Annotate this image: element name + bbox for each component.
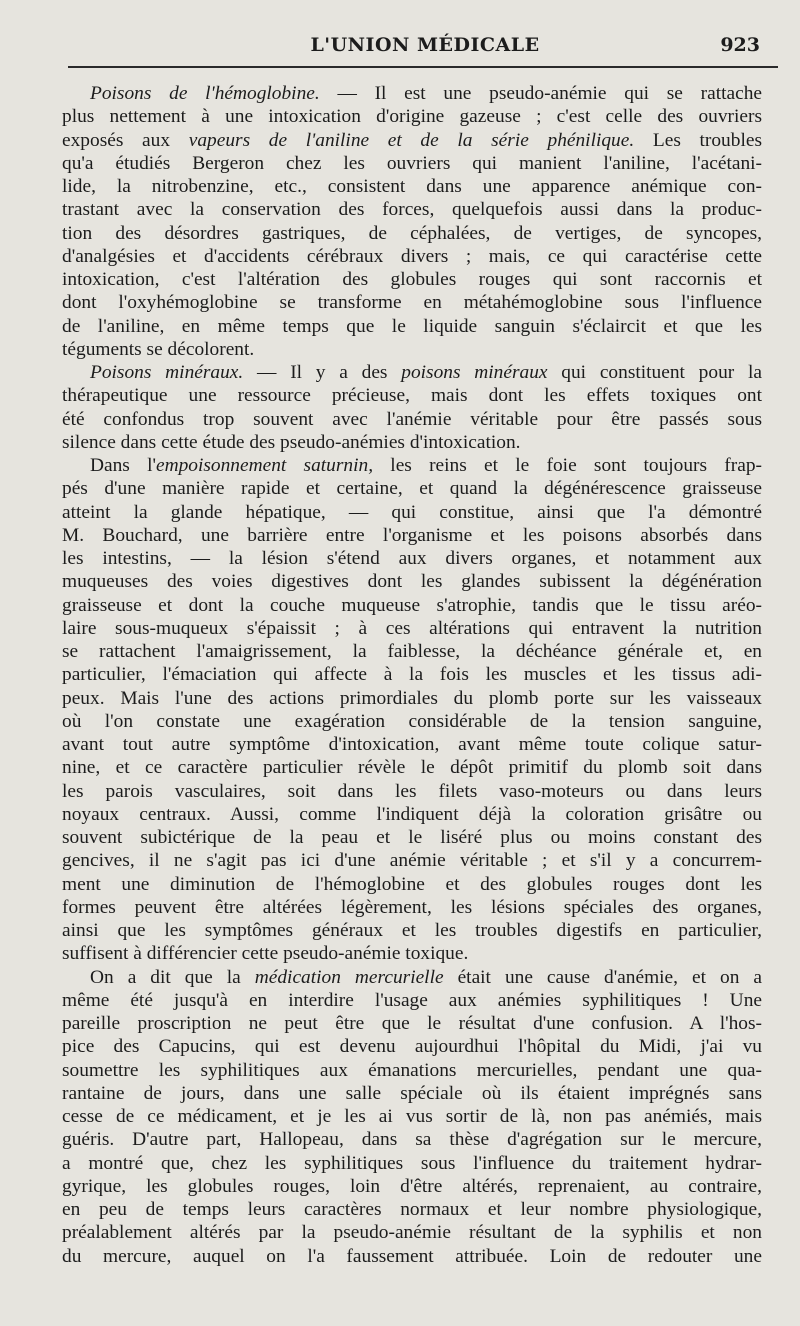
text-span: même été jusqu'à en interdire l'usage aux anémies syphilitiques ! Une [62, 989, 762, 1011]
text-line [62, 198, 762, 221]
text-span: souvent subictérique de la peau et le liséré plus ou moins constant des [62, 827, 762, 848]
text-span: avant tout autre symptôme d'intoxication, avant même toute colique satur- [62, 734, 762, 755]
paragraph [62, 82, 762, 361]
paragraph [62, 361, 762, 454]
text-line [62, 756, 762, 779]
text-line [62, 570, 762, 593]
text-line [62, 594, 762, 617]
text-line [62, 733, 762, 756]
text-line [62, 315, 762, 338]
text-span: trastant avec la conservation des forces, quelquefois aussi dans la produc- [62, 199, 762, 221]
italic-span: vapeurs de l'aniline et de la série phénilique. [188, 129, 635, 151]
text-span: ainsi que les symptômes généraux et les troubles digestifs en particulier, [62, 920, 762, 941]
text-span: M. Bouchard, une barrière entre l'organisme et les poisons absorbés dans [62, 524, 762, 546]
text-span: tion des désordres gastriques, de céphalées, de vertiges, de syncopes, [62, 222, 762, 244]
text-span: du mercure, auquel on l'a faussement attribuée. Loin de redouter une [62, 1245, 762, 1267]
text-span: les reins et le foie sont toujours frap- [373, 455, 762, 476]
text-line [62, 989, 762, 1012]
text-line [62, 1245, 762, 1268]
text-span: plus nettement à une intoxication d'origine gazeuse ; c'est celle des ouvriers [62, 106, 762, 128]
text-span: était une cause d'anémie, et on a [443, 966, 762, 988]
text-span: On a dit que la [90, 966, 255, 988]
italic-span: Poisons minéraux. [90, 362, 244, 383]
text-span: formes peuvent être altérées légèrement, les lésions spéciales des organes, [62, 896, 762, 918]
text-span: soumettre les syphilitiques aux émanations mercurielles, pendant une qua- [62, 1059, 762, 1081]
header-rule [68, 66, 778, 68]
italic-span: poisons minéraux [401, 362, 548, 383]
italic-span: médication mercurielle [254, 966, 444, 988]
text-line [62, 640, 762, 663]
text-line [62, 338, 762, 361]
text-line [62, 780, 762, 803]
italic-span: empoisonnement saturnin, [155, 455, 374, 476]
text-span: en peu de temps leurs caractères normaux et leur nombre physiologique, [62, 1199, 762, 1220]
paragraph [62, 966, 762, 1268]
text-line [62, 268, 762, 291]
text-line [62, 384, 762, 407]
text-span: atteint la glande hépatique, — qui constitue, ainsi que l'a démontré [62, 501, 762, 523]
paragraph [62, 454, 762, 966]
text-line [62, 291, 762, 314]
text-span: muqueuses des voies digestives dont les glandes subissent la dégénération [62, 571, 762, 593]
text-line [62, 1059, 762, 1082]
text-span: gyrique, les globules rouges, loin d'être altérés, reprenaient, au contraire, [62, 1175, 762, 1197]
text-span: peux. Mais l'une des actions primordiales du plomb porte sur les vaisseaux [62, 687, 762, 709]
text-line [62, 1082, 762, 1105]
text-line [62, 1221, 762, 1244]
text-line [62, 873, 762, 896]
text-span: préalablement altérés par la pseudo-anémie résultant de la syphilis et non [62, 1222, 762, 1244]
text-span: été confondus trop souvent avec l'anémie véritable pour être passés sous [62, 408, 762, 430]
text-line [62, 966, 762, 989]
text-span: pice des Capucins, qui est devenu aujourdhui l'hôpital du Midi, j'ai vu [62, 1036, 762, 1058]
text-line [62, 1128, 762, 1151]
text-line [62, 826, 762, 849]
text-line [62, 175, 762, 198]
text-line [62, 105, 762, 128]
text-span: noyaux centraux. Aussi, comme l'indiquent déjà la coloration grisâtre ou [62, 803, 762, 825]
text-line [62, 1012, 762, 1035]
text-span: d'analgésies et d'accidents cérébraux divers ; mais, ce qui caractérise cette [62, 245, 762, 267]
text-span: particulier, l'émaciation qui affecte à la fois les muscles et les tissus adi- [62, 664, 762, 686]
text-line [62, 919, 762, 942]
text-line [62, 803, 762, 826]
text-span: exposés aux [62, 129, 189, 151]
italic-span: Poisons de l'hémoglobine. [90, 83, 320, 104]
running-head [90, 34, 760, 64]
text-span: qui constituent pour la [547, 362, 762, 383]
text-span: où l'on constate une exagération considérable de la tension sanguine, [62, 710, 762, 732]
text-span: ment une diminution de l'hémoglobine et des globules rouges dont les [62, 873, 762, 895]
text-span: pareille proscription ne peut être que le résultat d'une confusion. A l'hos- [62, 1013, 762, 1034]
text-line [62, 1035, 762, 1058]
text-span: rantaine de jours, dans une salle spéciale où ils étaient imprégnés sans [62, 1082, 762, 1104]
text-line [62, 361, 762, 384]
text-span: téguments se décolorent. [62, 338, 255, 360]
text-span: laire sous-muqueux s'épaissit ; à ces altérations qui entravent la nutrition [62, 617, 762, 639]
text-line [62, 408, 762, 431]
text-span: suffisent à différencier cette pseudo-anémie toxique. [62, 943, 469, 965]
text-span: a montré que, chez les syphilitiques sous l'influence du traitement hydrar- [62, 1152, 762, 1174]
page-number: 923 [720, 34, 760, 56]
text-span: Dans l' [90, 455, 156, 476]
text-line [62, 431, 762, 454]
text-span: graisseuse et dont la couche muqueuse s'atrophie, tandis que le tissu aréo- [62, 594, 762, 616]
text-span: Les troubles [634, 129, 762, 151]
text-span: — Il y a des [243, 362, 402, 383]
text-span: les intestins, — la lésion s'étend aux divers organes, et notamment aux [62, 548, 762, 569]
text-span: les parois vasculaires, soit dans les filets vaso-moteurs ou dans leurs [62, 780, 762, 802]
text-line [62, 477, 762, 500]
text-line [62, 547, 762, 570]
text-line [62, 152, 762, 175]
text-span: se rattachent l'amaigrissement, la faiblesse, la déchéance générale et, en [62, 641, 762, 662]
text-line [62, 617, 762, 640]
text-span: thérapeutique une ressource précieuse, mais dont les effets toxiques ont [62, 385, 762, 407]
text-span: intoxication, c'est l'altération des globules rouges qui sont raccornis et [62, 269, 762, 290]
article-body [62, 82, 762, 1268]
text-line [62, 524, 762, 547]
text-line [62, 849, 762, 872]
text-line [62, 1198, 762, 1221]
text-line [62, 82, 762, 105]
text-span: — Il est une pseudo-anémie qui se rattache [319, 83, 762, 104]
text-line [62, 454, 762, 477]
text-span: cesse de ce médicament, et je les ai vus sortir de là, non pas anémiés, mais [62, 1106, 762, 1127]
running-title: L'UNION MÉDICALE [310, 34, 540, 56]
text-span: de l'aniline, en même temps que le liquide sanguin s'éclaircit et que les [62, 315, 762, 337]
text-span: pés d'une manière rapide et certaine, et quand la dégénérescence graisseuse [62, 478, 762, 500]
text-line [62, 1152, 762, 1175]
text-span: qu'a étudiés Bergeron chez les ouvriers qui manient l'aniline, l'acétani- [62, 152, 762, 174]
text-line [62, 501, 762, 524]
text-line [62, 222, 762, 245]
text-span: lide, la nitrobenzine, etc., consistent dans une apparence anémique con- [62, 176, 762, 197]
text-span: dont l'oxyhémoglobine se transforme en métahémoglobine sous l'influence [62, 292, 762, 314]
text-span: gencives, il ne s'agit pas ici d'une anémie véritable ; et s'il y a concurrem- [62, 850, 762, 872]
text-line [62, 129, 762, 152]
text-line [62, 663, 762, 686]
text-line [62, 710, 762, 733]
text-line [62, 896, 762, 919]
text-line [62, 942, 762, 965]
text-line [62, 1175, 762, 1198]
text-span: guéris. D'autre part, Hallopeau, dans sa thèse d'agrégation sur le mercure, [62, 1129, 762, 1151]
text-span: silence dans cette étude des pseudo-anémies d'intoxication. [62, 431, 521, 453]
text-line [62, 687, 762, 710]
text-line [62, 245, 762, 268]
text-span: nine, et ce caractère particulier révèle le dépôt primitif du plomb soit dans [62, 757, 762, 779]
text-line [62, 1105, 762, 1128]
